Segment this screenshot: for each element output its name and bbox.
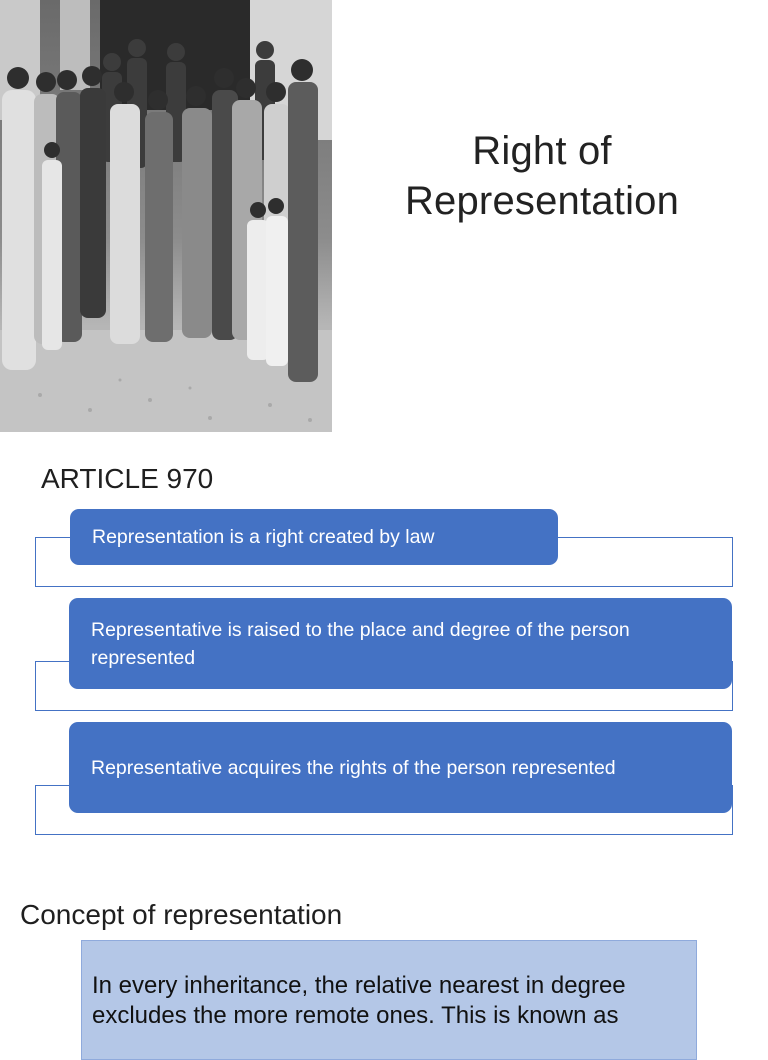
article-heading: ARTICLE 970 [41,463,214,494]
concept-text-box [81,940,697,1060]
item-3-box [69,722,732,813]
item-3-label: Representative acquires the rights of the person represented [91,756,616,779]
item-1-box [70,509,558,565]
concept-heading: Concept of representation [20,899,343,930]
item-2-label: Representative is raised to the place and degree of the person represented [91,618,630,669]
title-line-1: Right of [472,129,612,173]
slide-title [372,126,712,226]
family-photo [0,0,332,432]
item-2-box [69,598,732,689]
item-1-label: Representation is a right created by law [92,526,435,548]
concept-text: In every inheritance, the relative nearest in degree excludes the more remote ones. This is known as [92,972,626,1029]
title-line-2: Representation [404,179,680,223]
